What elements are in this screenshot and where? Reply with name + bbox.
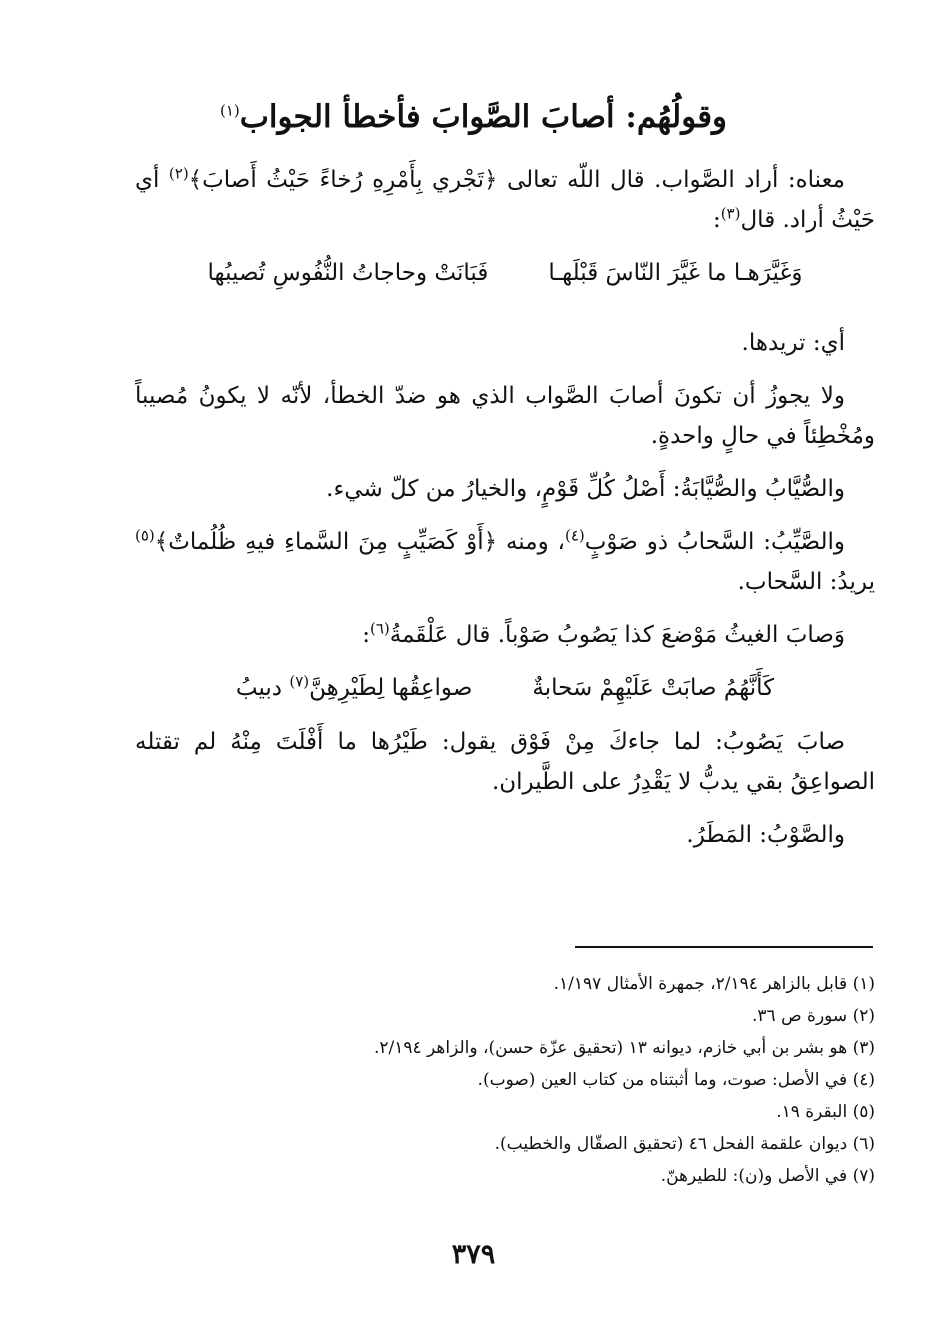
paragraph-text: : bbox=[712, 207, 721, 233]
paragraph: والصُّيَّابُ والصُّيَّابَةُ: أَصْلُ كُلِّ قَوْمٍ، والخيارُ من كلّ شيء. bbox=[326, 476, 845, 502]
paragraph-text: ، ومنه ﴿أَوْ كَصَيِّبٍ مِنَ السَّماءِ فيهِ ظُلُماتٌ﴾ bbox=[154, 529, 565, 555]
footnotes-list bbox=[135, 968, 875, 1192]
footnote-mark: (٤) bbox=[564, 526, 585, 545]
paragraph bbox=[135, 160, 875, 240]
footnote-item: (٦) ديوان علقمة الفحل ٤٦ (تحقيق الصقّال والخطيب). bbox=[494, 1134, 875, 1154]
page-number: ٣٧٩ bbox=[451, 1239, 496, 1270]
footnote-item: (١) قابل بالزاهر ٢/١٩٤، جمهرة الأمثال ١/١٩٧. bbox=[553, 974, 875, 994]
poetry-verse bbox=[135, 668, 875, 708]
footnote-item: (٣) هو بشر بن أبي خازم، ديوانه ١٣ (تحقيق عزّة حسن)، والزاهر ٢/١٩٤. bbox=[373, 1038, 875, 1058]
verse-first-hemistich: كَأَنَّهُمُ صابَتْ عَلَيْهِمْ سَحابةٌ bbox=[532, 675, 775, 701]
paragraph: ولا يجوزُ أن تكونَ أصابَ الصَّواب الذي هو ضدّ الخطأ، لأنّه لا يكونُ مُصيباً ومُخْطِئاً في حالٍ واحدةٍ. bbox=[135, 383, 875, 449]
footnote-mark: (١) bbox=[219, 101, 240, 120]
paragraph-text: وَصابَ الغيثُ مَوْضعَ كذا يَصُوبُ صَوْباً. قال عَلْقَمةُ bbox=[389, 622, 845, 648]
main-text bbox=[135, 160, 875, 868]
verse-second-hemistich bbox=[236, 668, 473, 708]
footnote-mark: (٣) bbox=[720, 204, 741, 223]
paragraph-text: أي حَيْثُ أراد. قال bbox=[135, 167, 875, 233]
footnote-item: (٥) البقرة ١٩. bbox=[776, 1102, 875, 1122]
poetry-verse bbox=[135, 253, 875, 293]
paragraph-text: والصَّيِّبُ: السَّحابُ ذو صَوْبٍ bbox=[584, 529, 845, 555]
verse-text: صواعِقُها لِطَيْرِهِنَّ bbox=[309, 675, 473, 701]
verse-text: دبيبُ bbox=[235, 675, 290, 701]
verse-second-hemistich: فَبَانَتْ وحاجاتُ النُّفُوسِ تُصيبُها bbox=[207, 260, 489, 286]
paragraph: والصَّوْبُ: المَطَرُ. bbox=[686, 822, 845, 848]
paragraph-text: : bbox=[362, 622, 370, 648]
paragraph: صابَ يَصُوبُ: لما جاءكَ مِنْ فَوْق يقول: طَيْرُها ما أَفْلَتَ مِنْهُ لم تقتله الصواعِقُ بقي يدبُّ لا يَقْدِرُ على الطَّيران. bbox=[135, 729, 875, 795]
verse-first-hemistich: وَغَيَّرَهـا ما غَيَّرَ النّاسَ قَبْلَهـا bbox=[548, 260, 803, 286]
paragraph-text: معناه: أراد الصَّواب. قال اللّه تعالى ﴿تَجْري بِأَمْرِهِ رُخاءً حَيْثُ أَصابَ﴾ bbox=[188, 167, 845, 193]
footnote-item: (٢) سورة ص ٣٦. bbox=[752, 1006, 875, 1026]
footnote-item: (٤) في الأصل: صوت، وما أثبتناه من كتاب العين (صوب). bbox=[477, 1070, 875, 1090]
section-title bbox=[0, 92, 947, 142]
footnote-item: (٧) في الأصل و(ن): للطيرهنّ. bbox=[660, 1166, 875, 1186]
paragraph-text: يريدُ: السَّحاب. bbox=[737, 569, 875, 595]
footnote-mark: (٢) bbox=[168, 164, 189, 183]
footnote-divider bbox=[575, 946, 873, 948]
section-title-text: وقولُهُم: أصابَ الصَّوابَ فأخطأ الجواب bbox=[239, 99, 728, 135]
footnote-mark: (٧) bbox=[289, 672, 310, 691]
paragraph bbox=[135, 615, 875, 655]
footnote-mark: (٦) bbox=[370, 619, 390, 638]
paragraph bbox=[135, 522, 875, 602]
paragraph: أي: تريدها. bbox=[741, 330, 845, 356]
footnote-mark: (٥) bbox=[135, 526, 155, 545]
